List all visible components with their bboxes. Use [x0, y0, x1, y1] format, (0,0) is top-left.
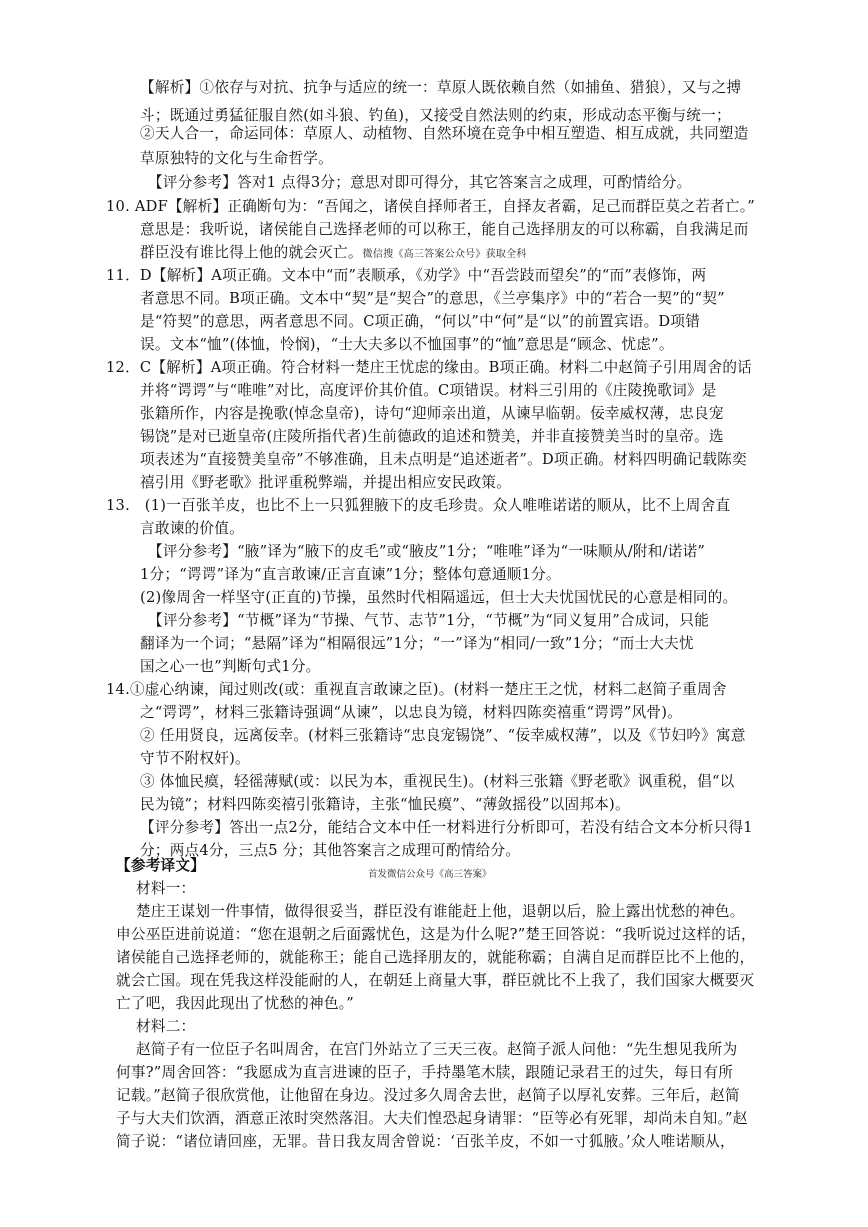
text-line: 就会亡国。现在凭我这样没能耐的人，在朝廷上商量大事，群臣就比不上我了，我们国家大概要灭 [116, 972, 755, 989]
text-line: 子与大夫们饮酒，酒意正浓时突然落泪。大夫们惶恐起身请罪：“臣等必有死罪，却尚未自知。”赵 [116, 1110, 748, 1127]
text-line: ③ 体恤民瘼，轻徭薄赋(或：以民为本，重视民生)。(材料三张籍《野老歌》讽重税，倡“以 [140, 773, 735, 790]
text-line: 简子说：“诸位请回座，无罪。昔日我友周舍曾说：‘百张羊皮，不如一寸狐腋。’众人唯诺顺从， [116, 1133, 735, 1150]
text-line [140, 243, 527, 265]
text-line: 禧引用《野老歌》批评重税弊端，并提出相应安民政策。 [140, 474, 512, 491]
text-line: 12．C【解析】A项正确。符合材料一楚庄王忧虑的缘由。B项正确。材料二中赵简子引用周舍的话 [106, 359, 753, 376]
text-line: 之“谔谔”，材料三张籍诗强调“从谏”，以忠良为镜，材料四陈奕禧重“谔谔”风骨)。 [140, 704, 683, 721]
text-line: 记载。”赵简子很欣赏他，让他留在身边。没过多久周舍去世，赵简子以厚礼安葬。三年后，赵简 [116, 1087, 740, 1104]
subheading: 材料二： [136, 1018, 196, 1035]
text-line: 【评分参考】答出一点2分，能结合文本中任一材料进行分析即可，若没有结合文本分析只得1 [140, 819, 753, 836]
text-line: 斗；既通过勇猛征服自然(如斗狼、钓鱼)，又接受自然法则的约束，形成动态平衡与统一； [140, 107, 731, 124]
text-line: 诸侯能自己选择老师的，就能称王；能自己选择朋友的，就能称霸；自满自足而群臣比不上他的， [116, 949, 755, 966]
text-line: 者意思不同。B项正确。文本中“契”是“契合”的意思，《兰亭集序》中的“若合一契”的“契” [140, 290, 725, 307]
text-line: ② 任用贤良，远离佞幸。(材料三张籍诗“忠良宠锡饶”、“佞幸威权薄”，以及《节妇吟》寓意 [140, 727, 746, 744]
text-line: 【评分参考】“腋”译为“腋下的皮毛”或“腋皮”1分；“唯唯”译为“一味顺从/附和/诺诺” [148, 543, 706, 560]
text-line: 【解析】①依存与对抗、抗争与适应的统一：草原人既依赖自然（如捕鱼、猎狼），又与之搏 [140, 79, 742, 96]
text-line: 楚庄王谋划一件事情，做得很妥当，群臣没有谁能赶上他，退朝以后，脸上露出忧愁的神色。 [136, 903, 745, 920]
text-line: 翻译为一个词；“悬隔”译为“相隔很远”1分；“一”译为“相同/一致”1分；“而士大夫忧 [140, 635, 694, 652]
watermark-text: 微信搜《高三答案公众号》获取全科 [362, 249, 527, 260]
text-line: 赵简子有一位臣子名叫周舍，在宫门外站立了三天三夜。赵简子派人问他：“先生想见我所为 [136, 1041, 738, 1058]
text-line: 民为镜”；材料四陈奕禧引张籍诗，主张“恤民瘼”、“薄敛摇役”以固邦本)。 [140, 796, 630, 813]
text-line: 13. (1)一百张羊皮，也比不上一只狐狸腋下的皮毛珍贵。众人唯唯诺诺的顺从，比不上周舍直 [106, 497, 731, 514]
text-line: 分；两点4分，三点5 分；其他答案言之成理可酌情给分。 [140, 842, 521, 859]
text-line: (2)像周舍一样坚守(正直的)节操，虽然时代相隔遥远，但士大夫忧国忧民的心意是相同的。 [140, 589, 738, 606]
text-line: 是“符契”的意思，两者意思不同。C项正确，“何以”中“何”是“以”的前置宾语。D项错 [140, 313, 701, 330]
text-line: ②天人合一，命运同体：草原人、动植物、自然环境在竞争中相互塑造、相互成就，共同塑造 [140, 125, 749, 142]
text-line: 11．D【解析】A项正确。文本中“而”表顺承，《劝学》中“吾尝跂而望矣”的“而”表修饰，两 [106, 267, 707, 284]
text-line: 草原独特的文化与生命哲学。 [140, 150, 333, 167]
text-line: 误。文本“恤”(体恤，怜悯)，“士大夫多以不恤国事”的“恤”意思是“顾念、忧虑”。 [140, 336, 674, 353]
text-line: 并将“谔谔”与“唯唯”对比，高度评价其价值。C项错误。材料三引用的《庄陵挽歌词》是 [140, 382, 717, 399]
text-line: 何事?”周舍回答：“我愿成为直言进谏的臣子，手持墨笔木牍，跟随记录君王的过失，每日有所 [116, 1064, 734, 1081]
text-line: 亡了吧，我因此现出了忧愁的神色。” [116, 995, 354, 1012]
text-line: 14.①虚心纳谏，闻过则改(或：重视直言敢谏之臣)。(材料一楚庄王之忧，材料二赵简子重周舍 [106, 681, 727, 698]
section-heading: 【参考译文】 [116, 857, 206, 874]
text-line: 守节不附权奸)。 [140, 750, 250, 767]
text-span: 群臣没有谁比得上他的就会灭亡。 [140, 244, 363, 261]
text-line: 国之心一也”判断句式1分。 [140, 658, 321, 675]
watermark-text: 首发微信公众号《高三答案》 [368, 869, 492, 880]
text-line: 言敢谏的价值。 [140, 520, 244, 537]
subheading: 材料一： [136, 880, 196, 897]
text-line: 1分；“谔谔”译为“直言敢谏/正言直谏”1分；整体句意通顺1分。 [140, 566, 561, 583]
text-line: 申公巫臣进前说道：“您在退朝之后面露忧色，这是为什么呢?”楚王回答说：“我听说过这样的话， [116, 926, 756, 943]
text-line: 【评分参考】答对1 点得3分；意思对即可得分，其它答案言之成理，可酌情给分。 [148, 174, 692, 191]
text-line: 意思是：我听说，诸侯能自己选择老师的可以称王，能自己选择朋友的可以称霸，自我满足而 [140, 221, 749, 238]
text-line: 【评分参考】“节概”译为“节操、气节、志节”1分，“节概”为“同义复用”合成词，只能 [148, 612, 710, 629]
text-line: 锡饶”是对已逝皇帝(庄陵所指代者)生前德政的追述和赞美，并非直接赞美当时的皇帝。选 [140, 428, 724, 445]
text-line: 张籍所作，内容是挽歌(悼念皇帝)，诗句“迎师亲出道，从谏早临朝。佞幸威权薄，忠良宠 [140, 405, 724, 422]
text-line: 10. ADF【解析】正确断句为：“吾闻之，诸侯自择师者王，自择友者霸，足己而群臣莫之若者亡。” [106, 198, 755, 215]
text-line: 项表述为“直接赞美皇帝”不够准确，且未点明是“追述逝者”。D项正确。材料四明确记载陈奕 [140, 451, 747, 468]
